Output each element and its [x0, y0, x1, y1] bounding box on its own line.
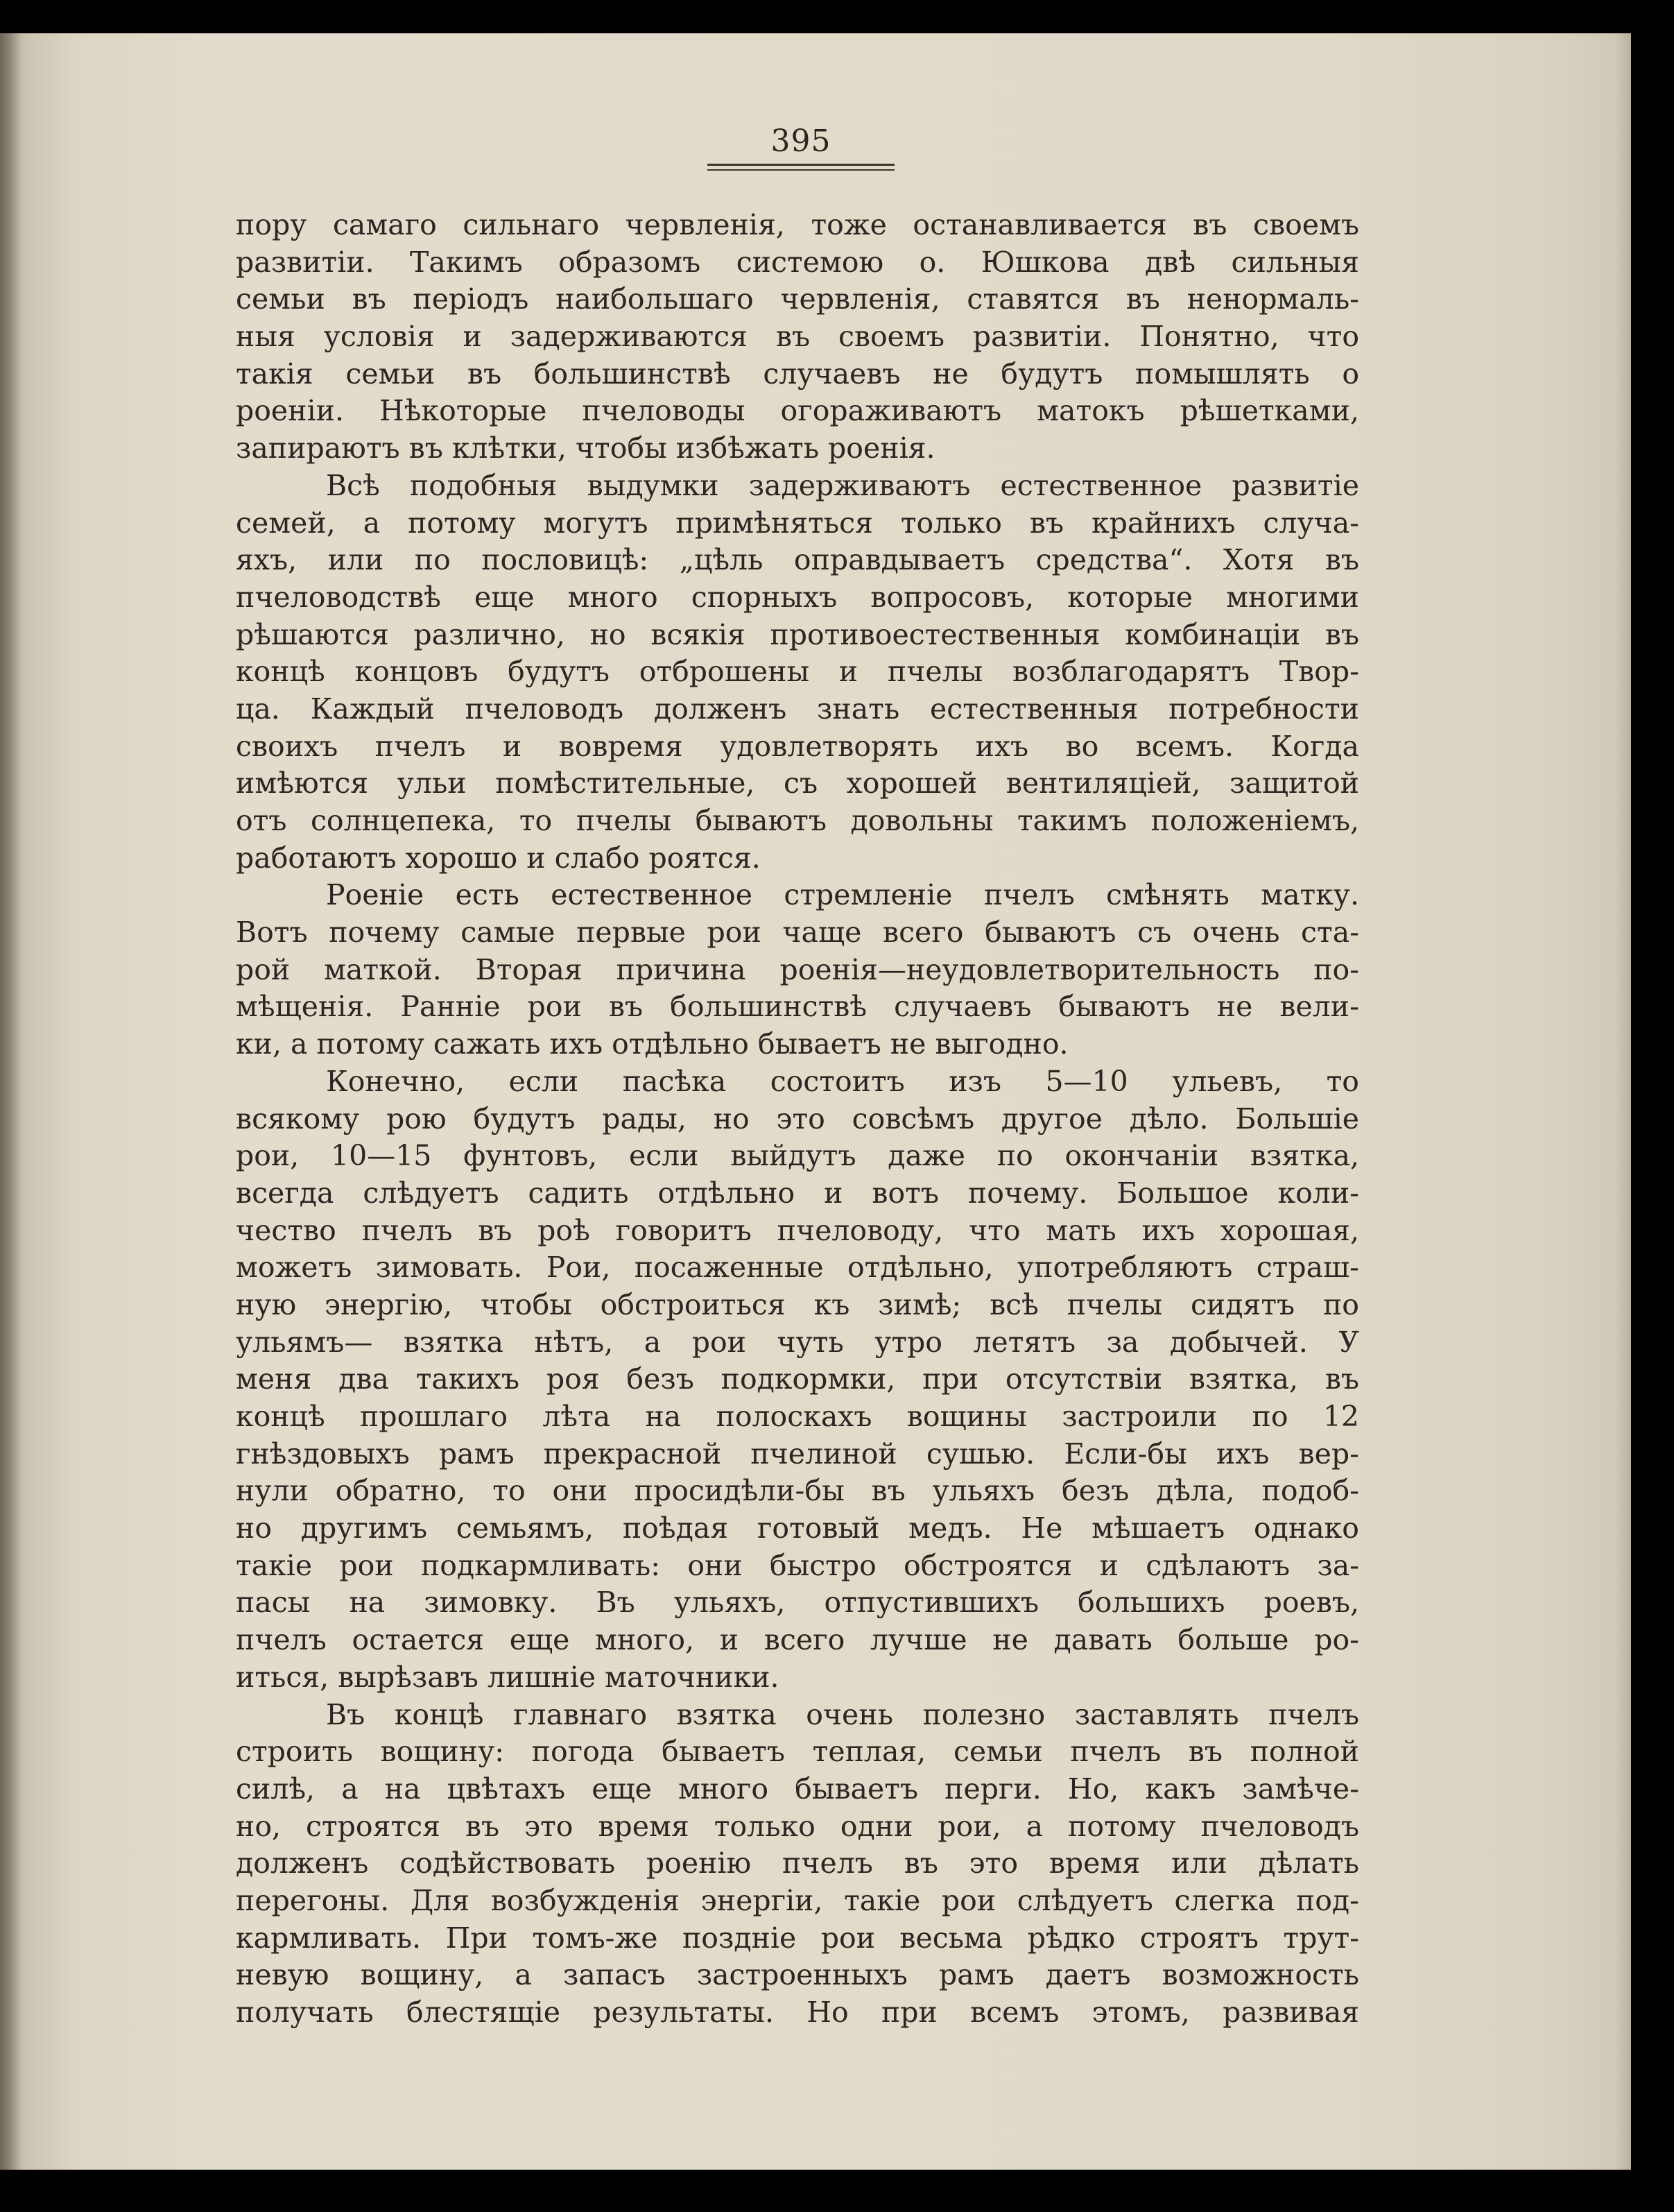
text-line: нули обратно, то они просидѣли-бы въ ульяхъ безъ дѣла, подоб-	[236, 1474, 1359, 1508]
text-line: всякому рою будутъ рады, но это совсѣмъ другое дѣло. Большіе	[236, 1101, 1359, 1135]
text-line: такіе рои подкармливать: они быстро обстроятся и сдѣлаютъ за-	[236, 1548, 1359, 1582]
text-line: всегда слѣдуетъ садить отдѣльно и вотъ почему. Большое коли-	[236, 1176, 1359, 1210]
text-line: ульямъ— взятка нѣтъ, а рои чуть утро летятъ за добычей. У	[236, 1325, 1359, 1359]
text-line: такія семьи въ большинствѣ случаевъ не будутъ помышлять о	[236, 357, 1359, 391]
text-line: запираютъ въ клѣтки, чтобы избѣжать роенія.	[236, 431, 935, 465]
text-line: пчеловодствѣ еще много спорныхъ вопросовъ, которые многими	[236, 580, 1359, 614]
text-line: своихъ пчелъ и вовремя удовлетворять ихъ во всемъ. Когда	[236, 729, 1359, 763]
text-line: имѣются ульи помѣстительные, съ хорошей вентиляціей, защитой	[236, 766, 1359, 800]
page-number-rule	[707, 164, 895, 171]
text-line: роеніи. Нѣкоторые пчеловоды огораживаютъ матокъ рѣшетками,	[236, 394, 1359, 428]
text-line: получать блестящіе результаты. Но при всемъ этомъ, развивая	[236, 1996, 1359, 2029]
text-line: гнѣздовыхъ рамъ прекрасной пчелиной сушью. Если-бы ихъ вер-	[236, 1437, 1359, 1471]
text-line: ную энергію, чтобы обстроиться къ зимѣ; всѣ пчелы сидятъ по	[236, 1287, 1359, 1321]
text-line: но другимъ семьямъ, поѣдая готовый медъ. Не мѣшаетъ однако	[236, 1511, 1359, 1545]
text-line: Въ концѣ главнаго взятка очень полезно заставлять пчелъ	[326, 1697, 1359, 1731]
text-line: концѣ концовъ будутъ отброшены и пчелы возблагодарятъ Твор-	[236, 655, 1359, 689]
text-line: отъ солнцепека, то пчелы бываютъ довольны такимъ положеніемъ,	[236, 804, 1359, 837]
text-line: мѣщенія. Ранніе рои въ большинствѣ случаевъ бываютъ не вели-	[236, 990, 1359, 1024]
text-line: рой маткой. Вторая причина роенія—неудовлетворительность по-	[236, 952, 1359, 986]
text-line: Всѣ подобныя выдумки задерживаютъ естественное развитіе	[326, 468, 1359, 502]
text-line: ца. Каждый пчеловодъ долженъ знать естественныя потребности	[236, 692, 1359, 726]
gutter-shadow	[0, 33, 21, 2170]
text-line: меня два такихъ роя безъ подкормки, при отсутствіи взятка, въ	[236, 1362, 1359, 1396]
text-line: работаютъ хорошо и слабо роятся.	[236, 841, 761, 875]
text-line: но, строятся въ это время только одни рои, а потому пчеловодъ	[236, 1809, 1359, 1843]
text-line: концѣ прошлаго лѣта на полоскахъ вощины застроили по 12	[236, 1400, 1359, 1433]
body-text	[236, 207, 1359, 2032]
page-number: 395	[770, 123, 831, 159]
text-line: пчелъ остается еще много, и всего лучше не давать больше ро-	[236, 1623, 1359, 1657]
text-line: ки, а потому сажать ихъ отдѣльно бываетъ не выгодно.	[236, 1027, 1069, 1061]
text-line: пору самаго сильнаго червленія, тоже останавливается въ своемъ	[236, 208, 1359, 241]
text-line: Вотъ почему самые первые рои чаще всего бываютъ съ очень ста-	[236, 916, 1359, 950]
text-line: семьи въ періодъ наибольшаго червленія, ставятся въ ненормаль-	[236, 282, 1359, 316]
text-line: развитіи. Такимъ образомъ системою о. Юшкова двѣ сильныя	[236, 245, 1359, 279]
text-line: невую вощину, а запасъ застроенныхъ рамъ даетъ возможность	[236, 1958, 1359, 1992]
text-line: рѣшаются различно, но всякія противоестественныя комбинаціи въ	[236, 617, 1359, 651]
text-line: семей, а потому могутъ примѣняться только въ крайнихъ случа-	[236, 506, 1359, 540]
text-line: ныя условія и задерживаются въ своемъ развитіи. Понятно, что	[236, 320, 1359, 354]
text-line: пасы на зимовку. Въ ульяхъ, отпустившихъ большихъ роевъ,	[236, 1586, 1359, 1620]
text-line: строить вощину: погода бываетъ теплая, семьи пчелъ въ полной	[236, 1735, 1359, 1769]
text-line: чество пчелъ въ роѣ говоритъ пчеловоду, что мать ихъ хорошая,	[236, 1213, 1359, 1247]
text-line: яхъ, или по пословицѣ: „цѣль оправдываетъ средства“. Хотя въ	[236, 543, 1359, 577]
text-line: можетъ зимовать. Рои, посаженные отдѣльно, употребляютъ страш-	[236, 1251, 1359, 1285]
text-line: долженъ содѣйствовать роенію пчелъ въ это время или дѣлать	[236, 1846, 1359, 1880]
text-line: иться, вырѣзавъ лишніе маточники.	[236, 1660, 779, 1694]
text-line: силѣ, а на цвѣтахъ еще много бываетъ перги. Но, какъ замѣче-	[236, 1772, 1359, 1806]
text-line: Роеніе есть естественное стремленіе пчелъ смѣнять матку.	[326, 878, 1359, 912]
text-line: Конечно, если пасѣка состоитъ изъ 5—10 ульевъ, то	[326, 1064, 1359, 1098]
page-edge	[1616, 33, 1631, 2170]
text-line: рои, 10—15 фунтовъ, если выйдутъ даже по окончаніи взятка,	[236, 1139, 1359, 1173]
text-line: кармливать. При томъ-же поздніе рои весьма рѣдко строятъ трут-	[236, 1921, 1359, 1955]
text-line: перегоны. Для возбужденія энергіи, такіе рои слѣдуетъ слегка под-	[236, 1883, 1359, 1917]
